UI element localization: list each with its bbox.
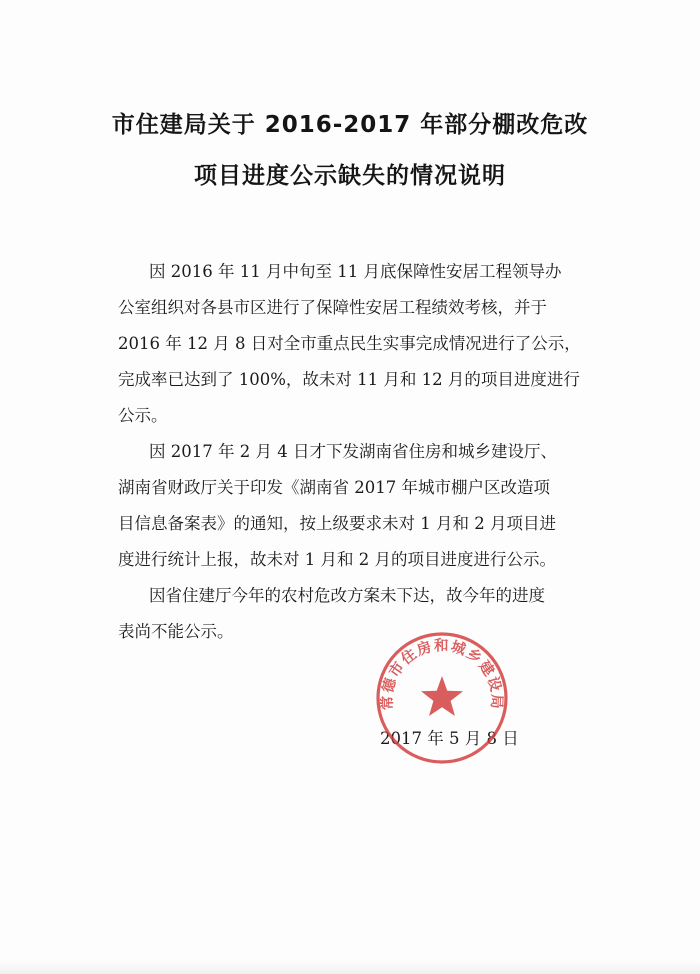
paragraph-1-line-5: 公示。 [118,406,168,425]
paragraph-3-line-1: 因省住建厅今年的农村危改方案未下达，故今年的进度 [149,586,545,605]
document-date: 2017 年 5 月 8 日 [380,729,519,748]
paragraph-2-line-3: 目信息备案表》的通知，按上级要求未对 1 月和 2 月项目进 [118,514,556,533]
document-title-line-1: 市住建局关于 2016-2017 年部分棚改危改 [111,112,589,138]
paragraph-1-line-2: 公室组织对各县市区进行了保障性安居工程绩效考核，并于 [118,298,547,317]
official-seal-stamp [372,628,512,768]
paragraph-2-line-4: 度进行统计上报，故未对 1 月和 2 月的项目进度进行公示。 [118,550,556,569]
paragraph-1-line-1: 因 2016 年 11 月中旬至 11 月底保障性安居工程领导办 [149,262,562,281]
paragraph-2-line-2: 湖南省财政厅关于印发《湖南省 2017 年城市棚户区改造项 [118,478,550,497]
scan-bottom-edge [0,958,700,974]
paragraph-2-line-1: 因 2017 年 2 月 4 日才下发湖南省住房和城乡建设厅、 [149,442,557,461]
seal-text: 常德市住房和城乡建设局 [379,638,505,711]
paragraph-3-line-2: 表尚不能公示。 [118,622,234,641]
document-title-line-2: 项目进度公示缺失的情况说明 [194,163,506,189]
paragraph-1-line-4: 完成率已达到了 100%，故未对 11 月和 12 月的项目进度进行 [118,370,580,389]
paragraph-1-line-3: 2016 年 12 月 8 日对全市重点民生实事完成情况进行了公示， [118,334,581,353]
